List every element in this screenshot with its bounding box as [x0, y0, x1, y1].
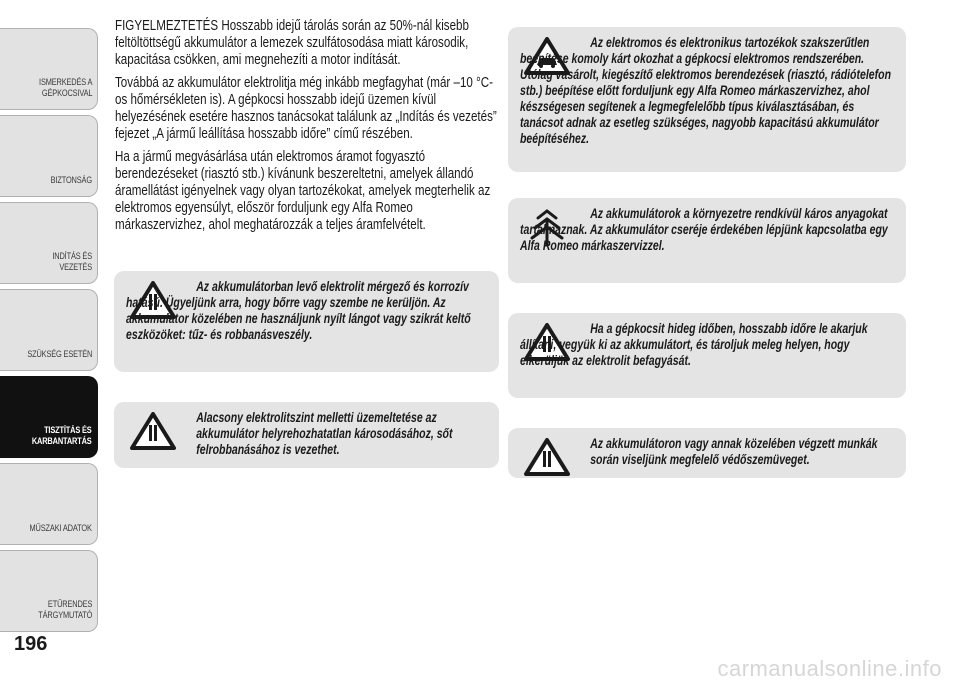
tab-inditas-es-vezetes[interactable]: INDÍTÁS ÉS VEZETÉS — [0, 202, 98, 284]
body-text — [115, 18, 500, 240]
warning-text: Alacsony elektrolitszint melletti üzemeltetése az akkumulátor helyrehozhatatlan károsodásához, sőt felrobbanásához is vezethet. — [196, 410, 453, 457]
warning-text: Az akkumulátoron vagy annak közelében végzett munkák során viseljünk megfelelő védőszemüveget. — [590, 436, 878, 467]
paragraph: Ha a jármű megvásárlása után elektromos áramot fogyasztó berendezéseket (riasztó stb.) kívánunk beszereltetni, amelyek állandó áramellátást igényelnek vagy olyan tartozékokat, amelyek megterhelik az elektromos egyensúlyt, először forduljunk egy Alfa Romeo márkaszervizhez, ahol meghatározzák a teljes áramfelvételt. — [115, 149, 491, 233]
paragraph: FIGYELMEZTETÉS Hosszabb idejű tárolás során az 50%-nál kisebb feltöltöttségű akkumulátor a lemezek szulfátosodása miatt károsodik, kapacitása csökken, ami megnehezíti a motor indítását. — [115, 18, 469, 68]
paragraph: Továbbá az akkumulátor elektrolitja még inkább megfagyhat (már –10 °C-os hőmérsékleten is). A gépkocsi hosszabb idejű üzemen kívül helyezésének esetére hasznos tanácsokat találunk az „Indítás és vezetés” fejezet „A jármű leállítása hosszabb időre” című részében. — [115, 75, 497, 142]
tab-targymutato[interactable]: ETŰRENDES TÁRGYMUTATÓ — [0, 550, 98, 632]
tab-muszaki-adatok[interactable]: MŰSZAKI ADATOK — [0, 463, 98, 545]
tab-tisztitas-es-karbantartas[interactable]: TISZTÍTÁS ÉS KARBANTARTÁS — [0, 376, 98, 458]
tab-ismerkedes[interactable]: ISMERKEDÉS A GÉPKOCSIVAL — [0, 28, 98, 110]
warning-box — [508, 428, 906, 478]
page-number: 196 — [14, 633, 48, 655]
warning-box — [114, 271, 499, 372]
warning-box — [508, 313, 906, 398]
warning-text: Ha a gépkocsit hideg időben, hosszabb időre le akarjuk állítani, vegyük ki az akkumulátort, és tároljuk meleg helyen, hogy elkerüljük az elektrolit befagyását. — [520, 321, 868, 368]
tab-biztonsag[interactable]: BIZTONSÁG — [0, 115, 98, 197]
info-text: Az akkumulátorok a környezetre rendkívül káros anyagokat tartalmaznak. Az akkumulátor cseréje érdekében lépjünk kapcsolatba egy Alfa Romeo márkaszervizzel. — [520, 206, 888, 253]
warning-box — [114, 402, 499, 468]
warning-box — [508, 27, 906, 172]
watermark: carmanualsonline.info — [717, 656, 942, 681]
warning-text: Az akkumulátorban levő elektrolit mérgező és korrozív hatású. Ügyeljünk arra, hogy bőrre vagy szembe ne kerüljön. Az akkumulátor közelében ne használjunk nyílt lángot vagy szikrát keltő eszközöket: tűz- és robbanásveszély. — [126, 279, 471, 342]
info-box — [508, 198, 906, 283]
tab-szukseg-eseten[interactable]: SZÜKSÉG ESETÉN — [0, 289, 98, 371]
warning-text: Az elektromos és elektronikus tartozékok szakszerűtlen beépítése komoly kárt okozhat a gépkocsi elektromos rendszerében. Utólag vásárolt, kiegészítő elektromos berendezések (riasztó, rádiótelefon stb.) beépítése előtt forduljunk egy Alfa Romeo márkaszervizhez, ahol készségesen segítenek a legmegfelelőbb típus kiválasztásában, és tanácsot adnak az esetleg szükséges, nagyobb kapacitású akkumulátor beépítéséhez. — [520, 35, 892, 146]
